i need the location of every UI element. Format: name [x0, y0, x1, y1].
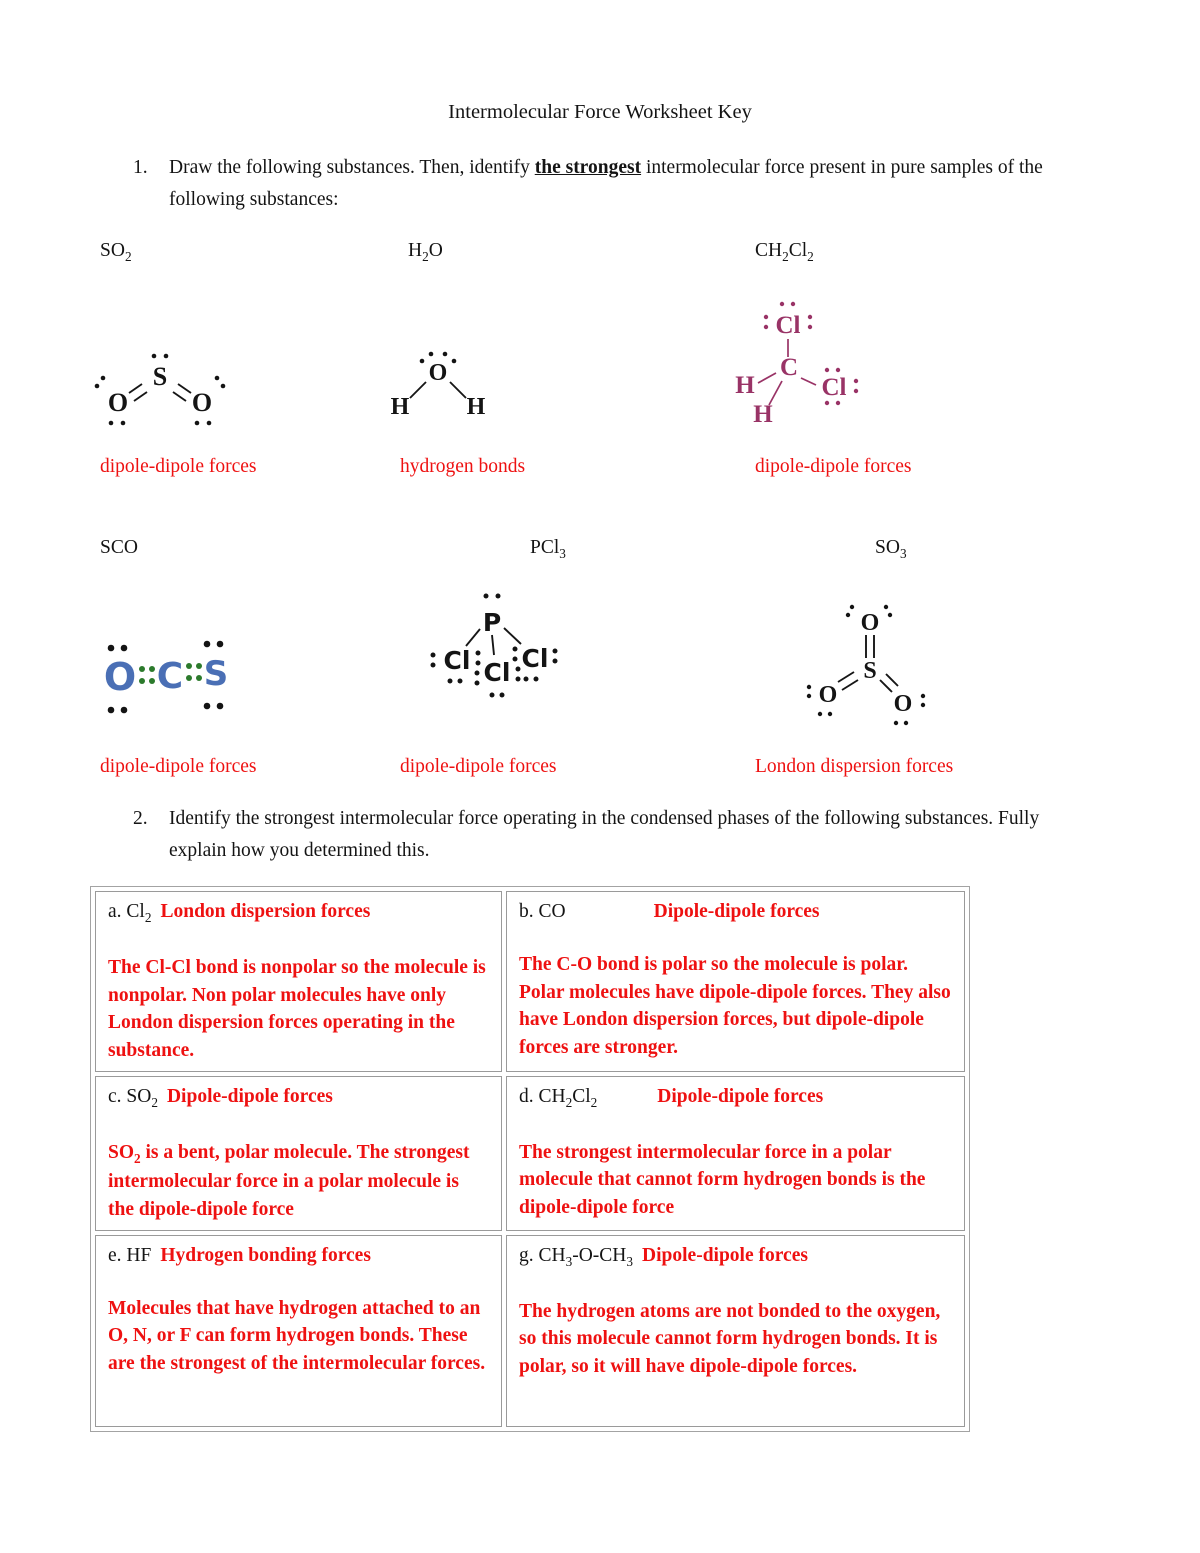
cell-a-label: a. $Cl_2$	[108, 901, 152, 925]
pcl3-chlorine-center-label: Cl	[483, 658, 511, 687]
pcl3-phosphorus-label: P	[482, 608, 502, 637]
ch2cl2-hydrogen-bottom-label: H	[753, 401, 773, 428]
cell-a-force: London dispersion forces	[160, 901, 371, 922]
so3-oxygen-left-label: O	[818, 682, 838, 708]
lewis-structure-pcl3	[418, 585, 628, 725]
answer-cell-b	[506, 891, 965, 1072]
answer-ch2cl2: dipole-dipole forces	[755, 456, 912, 477]
answer-cell-g	[506, 1235, 965, 1427]
so2-oxygen-right-label: O	[191, 388, 213, 417]
answer-h2o: hydrogen bonds	[400, 456, 526, 477]
cell-g-label: g. $CH_3-O-CH_3$	[519, 1244, 634, 1269]
question-1-number: 1.	[133, 157, 148, 178]
page-title: Intermolecular Force Worksheet Key	[448, 101, 752, 123]
sco-oxygen-label: O	[103, 655, 137, 699]
lewis-structure-so3	[792, 583, 967, 733]
pcl3-chlorine-left-label: Cl	[443, 646, 471, 675]
ch2cl2-hydrogen-left-label: H	[735, 372, 755, 399]
table-row	[95, 891, 965, 1072]
answer-cell-a	[95, 891, 502, 1072]
formula-ch2cl2: $CH_2Cl_2$	[755, 240, 814, 264]
cell-e-label: e. HF	[108, 1244, 152, 1266]
cell-c-explanation: $SO_2$ is a bent, polar molecule. The strongest intermolecular force in a polar molecule is the dipole-dipole force	[108, 1141, 470, 1220]
question-2-number: 2.	[133, 808, 148, 829]
pcl3-chlorine-right-label: Cl	[521, 644, 549, 673]
sco-carbon-label: C	[156, 656, 184, 697]
ch2cl2-carbon-label: C	[779, 354, 799, 381]
so3-oxygen-right-label: O	[893, 691, 913, 717]
lewis-structure-ch2cl2	[703, 283, 888, 443]
cell-g-head	[519, 1245, 952, 1270]
so2-sulfur-label: S	[152, 362, 168, 391]
question-1	[133, 152, 1101, 215]
cell-d-force: Dipole-dipole forces	[657, 1085, 824, 1107]
formula-h2o: $H_2O$	[408, 240, 443, 264]
cell-e-explanation: Molecules that have hydrogen attached to an O, N, or F can form hydrogen bonds. These are the strongest of the intermolecular forces.	[108, 1297, 486, 1374]
cell-a-explanation: The Cl-Cl bond is nonpolar so the molecule is nonpolar. Non polar molecules have only London dispersion forces operating in the substance.	[108, 956, 486, 1061]
cell-d-head	[519, 1086, 952, 1111]
cell-a-head	[108, 901, 489, 926]
cell-e-head	[108, 1245, 489, 1267]
answer-sco: dipole-dipole forces	[100, 756, 257, 777]
question-2	[133, 803, 1095, 866]
h2o-hydrogen-right-label: H	[466, 394, 486, 420]
h2o-hydrogen-left-label: H	[390, 394, 410, 420]
cell-d-explanation: The strongest intermolecular force in a polar molecule that cannot form hydrogen bonds is the dipole-dipole force	[519, 1141, 926, 1218]
cell-e-force: Hydrogen bonding forces	[160, 1244, 371, 1266]
cell-b-force: Dipole-dipole forces	[653, 901, 820, 922]
ch2cl2-chlorine-top-label: Cl	[775, 312, 801, 339]
sco-sulfur-label: S	[203, 654, 229, 694]
answer-so3: London dispersion forces	[755, 756, 954, 777]
answer-pcl3: dipole-dipole forces	[400, 756, 557, 777]
cell-g-force: Dipole-dipole forces	[642, 1244, 808, 1266]
question-1-text	[169, 152, 1101, 215]
h2o-oxygen-label: O	[428, 360, 448, 386]
cell-b-explanation: The C-O bond is polar so the molecule is polar. Polar molecules have dipole-dipole forces. They also have London dispersion forces, but dipole-dipole forces are stronger.	[519, 954, 951, 1059]
answer-so2: dipole-dipole forces	[100, 456, 257, 477]
cell-b-label: b. CO	[519, 901, 566, 922]
answer-cell-c	[95, 1076, 502, 1231]
lewis-structure-so2	[90, 345, 275, 440]
formula-so2: $SO_2$	[100, 240, 132, 264]
cell-c-force: Dipole-dipole forces	[166, 1085, 333, 1107]
lewis-structure-h2o	[376, 348, 516, 428]
cell-c-label: c. $SO_2$	[108, 1085, 158, 1110]
formula-pcl3: PCl$_3$	[530, 537, 566, 561]
formula-so3: $SO_3$	[875, 537, 907, 561]
q1-text-before: Draw the following substances. Then, identify	[169, 157, 535, 178]
cell-b-head	[519, 901, 952, 923]
so3-oxygen-top-label: O	[860, 610, 880, 636]
cell-g-explanation: The hydrogen atoms are not bonded to the oxygen, so this molecule cannot form hydrogen bonds. It is polar, so it will have dipole-dipole forces.	[519, 1300, 941, 1377]
formula-sco: SCO	[100, 537, 138, 558]
table-row	[95, 1235, 965, 1427]
q1-text-after: intermolecular force present in pure samples of the following substances:	[169, 157, 1043, 210]
answer-cell-e	[95, 1235, 502, 1427]
so3-sulfur-label: S	[863, 658, 877, 684]
answer-cell-d	[506, 1076, 965, 1231]
answer-table	[90, 886, 970, 1432]
ch2cl2-chlorine-right-label: Cl	[821, 374, 847, 401]
cell-c-head	[108, 1086, 489, 1111]
so2-oxygen-left-label: O	[107, 388, 129, 417]
lewis-structure-sco	[92, 628, 262, 733]
q1-emphasis: the strongest	[534, 157, 642, 178]
question-2-text: Identify the strongest intermolecular force operating in the condensed phases of the following substances. Fully explain how you determined this.	[169, 808, 1040, 861]
table-row	[95, 1076, 965, 1231]
cell-d-label: d. $CH_2Cl_2$	[519, 1085, 598, 1110]
